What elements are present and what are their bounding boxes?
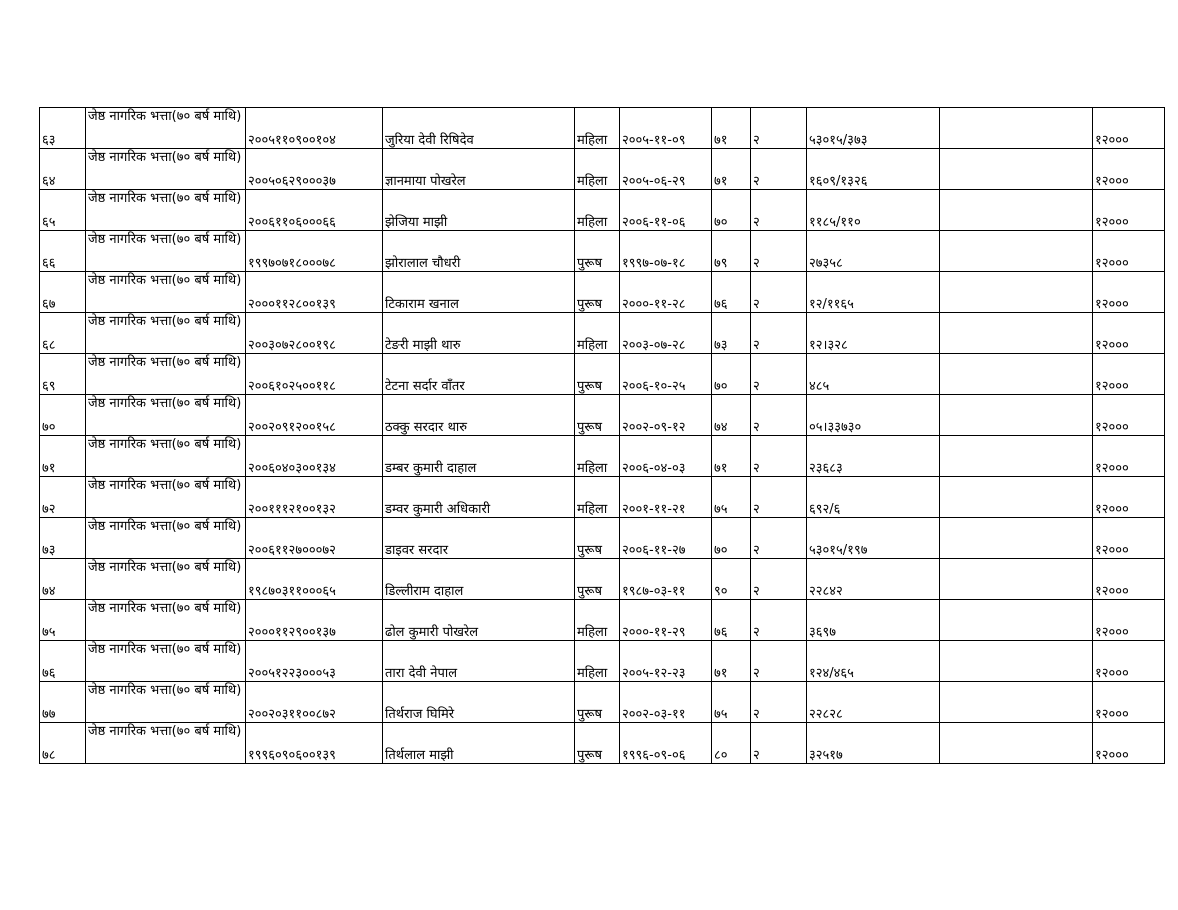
ward-cell: २ xyxy=(751,682,807,723)
amount-cell: १२००० xyxy=(1093,231,1165,272)
amount-cell: १२००० xyxy=(1093,477,1165,518)
remarks-cell xyxy=(940,149,1093,190)
citizenship-number-cell: ४८५ xyxy=(807,354,940,395)
birth-date-cell: २०००-११-२८ xyxy=(620,272,712,313)
beneficiary-name-cell: जुरिया देवी रिषिदेव xyxy=(383,108,575,149)
allowance-type-cell: जेष्ठ नागरिक भत्ता(७० बर्ष माथि) xyxy=(86,108,246,149)
ward-cell: २ xyxy=(751,723,807,764)
table-row xyxy=(40,231,1165,272)
beneficiary-id-cell: २०००११२८००१३९ xyxy=(246,272,383,313)
serial-number-cell: ७६ xyxy=(40,641,86,682)
allowance-type-cell: जेष्ठ नागरिक भत्ता(७० बर्ष माथि) xyxy=(86,477,246,518)
table-row xyxy=(40,436,1165,477)
birth-date-cell: २००२-०९-१२ xyxy=(620,395,712,436)
table-row xyxy=(40,518,1165,559)
amount-cell: १२००० xyxy=(1093,190,1165,231)
citizenship-number-cell: १२/११६५ xyxy=(807,272,940,313)
amount-cell: १२००० xyxy=(1093,682,1165,723)
allowance-type-cell: जेष्ठ नागरिक भत्ता(७० बर्ष माथि) xyxy=(86,600,246,641)
serial-number-cell: ७८ xyxy=(40,723,86,764)
remarks-cell xyxy=(940,313,1093,354)
remarks-cell xyxy=(940,190,1093,231)
citizenship-number-cell: ३२५१७ xyxy=(807,723,940,764)
amount-cell: १२००० xyxy=(1093,723,1165,764)
ward-cell: २ xyxy=(751,313,807,354)
birth-date-cell: २००५-११-०९ xyxy=(620,108,712,149)
allowance-type-cell: जेष्ठ नागरिक भत्ता(७० बर्ष माथि) xyxy=(86,682,246,723)
birth-date-cell: १९८७-०३-११ xyxy=(620,559,712,600)
allowance-type-cell: जेष्ठ नागरिक भत्ता(७० बर्ष माथि) xyxy=(86,272,246,313)
remarks-cell xyxy=(940,436,1093,477)
beneficiary-name-cell: झेजिया माझी xyxy=(383,190,575,231)
beneficiary-id-cell: २००२०९१२००१५८ xyxy=(246,395,383,436)
beneficiary-name-cell: डाइवर सरदार xyxy=(383,518,575,559)
gender-cell: पुरूष xyxy=(575,272,620,313)
allowance-type-cell: जेष्ठ नागरिक भत्ता(७० बर्ष माथि) xyxy=(86,559,246,600)
amount-cell: १२००० xyxy=(1093,600,1165,641)
amount-cell: १२००० xyxy=(1093,108,1165,149)
beneficiary-id-cell: २००६०४०३००१३४ xyxy=(246,436,383,477)
citizenship-number-cell: २७३५८ xyxy=(807,231,940,272)
beneficiary-name-cell: तिर्थलाल माझी xyxy=(383,723,575,764)
ward-cell: २ xyxy=(751,272,807,313)
beneficiary-name-cell: झोरालाल चौधरी xyxy=(383,231,575,272)
beneficiary-id-cell: २००५११०९००१०४ xyxy=(246,108,383,149)
birth-date-cell: २००५-०६-२९ xyxy=(620,149,712,190)
amount-cell: १२००० xyxy=(1093,641,1165,682)
serial-number-cell: ७२ xyxy=(40,477,86,518)
table-row xyxy=(40,354,1165,395)
beneficiary-id-cell: २००१११२१००१३२ xyxy=(246,477,383,518)
birth-date-cell: २००६-११-२७ xyxy=(620,518,712,559)
allowance-type-cell: जेष्ठ नागरिक भत्ता(७० बर्ष माथि) xyxy=(86,395,246,436)
beneficiary-name-cell: तारा देवी नेपाल xyxy=(383,641,575,682)
age-cell: ७५ xyxy=(712,477,751,518)
table-row xyxy=(40,108,1165,149)
ward-cell: २ xyxy=(751,436,807,477)
table-row xyxy=(40,149,1165,190)
gender-cell: महिला xyxy=(575,641,620,682)
age-cell: ७१ xyxy=(712,641,751,682)
table-row xyxy=(40,723,1165,764)
birth-date-cell: १९९६-०९-०६ xyxy=(620,723,712,764)
citizenship-number-cell: ११८५/११० xyxy=(807,190,940,231)
remarks-cell xyxy=(940,272,1093,313)
age-cell: ७४ xyxy=(712,395,751,436)
gender-cell: महिला xyxy=(575,477,620,518)
table-row xyxy=(40,313,1165,354)
age-cell: ७६ xyxy=(712,600,751,641)
age-cell: ७१ xyxy=(712,436,751,477)
amount-cell: १२००० xyxy=(1093,149,1165,190)
birth-date-cell: २००६-११-०६ xyxy=(620,190,712,231)
age-cell: ७० xyxy=(712,190,751,231)
ward-cell: २ xyxy=(751,149,807,190)
gender-cell: महिला xyxy=(575,149,620,190)
birth-date-cell: २००३-०७-२८ xyxy=(620,313,712,354)
gender-cell: पुरूष xyxy=(575,682,620,723)
citizenship-number-cell: १६०९/१३२६ xyxy=(807,149,940,190)
gender-cell: महिला xyxy=(575,108,620,149)
ward-cell: २ xyxy=(751,477,807,518)
beneficiary-name-cell: डिल्लीराम दाहाल xyxy=(383,559,575,600)
birth-date-cell: २०००-११-२९ xyxy=(620,600,712,641)
table-row xyxy=(40,600,1165,641)
serial-number-cell: ६७ xyxy=(40,272,86,313)
birth-date-cell: २००५-१२-२३ xyxy=(620,641,712,682)
beneficiary-name-cell: तिर्थराज घिमिरे xyxy=(383,682,575,723)
citizenship-number-cell: २३६८३ xyxy=(807,436,940,477)
serial-number-cell: ७५ xyxy=(40,600,86,641)
remarks-cell xyxy=(940,723,1093,764)
serial-number-cell: ७१ xyxy=(40,436,86,477)
beneficiary-id-cell: १९९६०९०६००१३९ xyxy=(246,723,383,764)
beneficiary-id-cell: १९८७०३११०००६५ xyxy=(246,559,383,600)
beneficiary-table xyxy=(39,107,1165,764)
ward-cell: २ xyxy=(751,518,807,559)
ward-cell: २ xyxy=(751,395,807,436)
allowance-type-cell: जेष्ठ नागरिक भत्ता(७० बर्ष माथि) xyxy=(86,231,246,272)
gender-cell: पुरूष xyxy=(575,723,620,764)
ward-cell: २ xyxy=(751,190,807,231)
beneficiary-id-cell: २००२०३११००८७२ xyxy=(246,682,383,723)
remarks-cell xyxy=(940,395,1093,436)
serial-number-cell: ६६ xyxy=(40,231,86,272)
gender-cell: महिला xyxy=(575,190,620,231)
beneficiary-id-cell: २००६११०६०००६६ xyxy=(246,190,383,231)
birth-date-cell: २००१-११-२१ xyxy=(620,477,712,518)
citizenship-number-cell: ५३०१५/१९७ xyxy=(807,518,940,559)
ward-cell: २ xyxy=(751,108,807,149)
serial-number-cell: ७३ xyxy=(40,518,86,559)
amount-cell: १२००० xyxy=(1093,395,1165,436)
citizenship-number-cell: ५३०१५/३७३ xyxy=(807,108,940,149)
birth-date-cell: १९९७-०७-१८ xyxy=(620,231,712,272)
serial-number-cell: ६४ xyxy=(40,149,86,190)
beneficiary-name-cell: ज्ञानमाया पोखरेल xyxy=(383,149,575,190)
serial-number-cell: ६८ xyxy=(40,313,86,354)
remarks-cell xyxy=(940,108,1093,149)
beneficiary-name-cell: टेटना सर्दार वाँतर xyxy=(383,354,575,395)
amount-cell: १२००० xyxy=(1093,272,1165,313)
citizenship-number-cell: ३६९७ xyxy=(807,600,940,641)
allowance-type-cell: जेष्ठ नागरिक भत्ता(७० बर्ष माथि) xyxy=(86,641,246,682)
table-row xyxy=(40,641,1165,682)
citizenship-number-cell: १२४/४६५ xyxy=(807,641,940,682)
age-cell: ९० xyxy=(712,559,751,600)
beneficiary-id-cell: २००६१०२५००११८ xyxy=(246,354,383,395)
allowance-type-cell: जेष्ठ नागरिक भत्ता(७० बर्ष माथि) xyxy=(86,313,246,354)
age-cell: ७१ xyxy=(712,108,751,149)
table-row xyxy=(40,190,1165,231)
gender-cell: पुरूष xyxy=(575,395,620,436)
age-cell: ७५ xyxy=(712,682,751,723)
remarks-cell xyxy=(940,231,1093,272)
beneficiary-name-cell: ढोल कुमारी पोखरेल xyxy=(383,600,575,641)
birth-date-cell: २००६-०४-०३ xyxy=(620,436,712,477)
age-cell: ७६ xyxy=(712,272,751,313)
gender-cell: पुरूष xyxy=(575,559,620,600)
age-cell: ७९ xyxy=(712,231,751,272)
age-cell: ८० xyxy=(712,723,751,764)
citizenship-number-cell: ०५।३३७३० xyxy=(807,395,940,436)
allowance-type-cell: जेष्ठ नागरिक भत्ता(७० बर्ष माथि) xyxy=(86,723,246,764)
remarks-cell xyxy=(940,559,1093,600)
beneficiary-name-cell: डम्वर कुमारी अधिकारी xyxy=(383,477,575,518)
remarks-cell xyxy=(940,518,1093,559)
beneficiary-id-cell: २००५१२२३०००५३ xyxy=(246,641,383,682)
beneficiary-name-cell: ठक्कु सरदार थारु xyxy=(383,395,575,436)
serial-number-cell: ६३ xyxy=(40,108,86,149)
remarks-cell xyxy=(940,354,1093,395)
citizenship-number-cell: २२८२८ xyxy=(807,682,940,723)
table-row xyxy=(40,559,1165,600)
table-row xyxy=(40,682,1165,723)
citizenship-number-cell: २२८४२ xyxy=(807,559,940,600)
table-row xyxy=(40,395,1165,436)
citizenship-number-cell: १२।३२८ xyxy=(807,313,940,354)
birth-date-cell: २००६-१०-२५ xyxy=(620,354,712,395)
remarks-cell xyxy=(940,477,1093,518)
gender-cell: महिला xyxy=(575,436,620,477)
amount-cell: १२००० xyxy=(1093,518,1165,559)
remarks-cell xyxy=(940,641,1093,682)
allowance-type-cell: जेष्ठ नागरिक भत्ता(७० बर्ष माथि) xyxy=(86,436,246,477)
beneficiary-id-cell: २००३०७२८००१९८ xyxy=(246,313,383,354)
age-cell: ७० xyxy=(712,354,751,395)
ward-cell: २ xyxy=(751,354,807,395)
gender-cell: पुरूष xyxy=(575,354,620,395)
allowance-type-cell: जेष्ठ नागरिक भत्ता(७० बर्ष माथि) xyxy=(86,518,246,559)
serial-number-cell: ७७ xyxy=(40,682,86,723)
allowance-type-cell: जेष्ठ नागरिक भत्ता(७० बर्ष माथि) xyxy=(86,149,246,190)
ward-cell: २ xyxy=(751,600,807,641)
amount-cell: १२००० xyxy=(1093,559,1165,600)
remarks-cell xyxy=(940,682,1093,723)
ward-cell: २ xyxy=(751,231,807,272)
ward-cell: २ xyxy=(751,559,807,600)
beneficiary-name-cell: टिकाराम खनाल xyxy=(383,272,575,313)
gender-cell: पुरूष xyxy=(575,518,620,559)
serial-number-cell: ७४ xyxy=(40,559,86,600)
gender-cell: महिला xyxy=(575,600,620,641)
gender-cell: पुरूष xyxy=(575,231,620,272)
allowance-type-cell: जेष्ठ नागरिक भत्ता(७० बर्ष माथि) xyxy=(86,354,246,395)
amount-cell: १२००० xyxy=(1093,354,1165,395)
beneficiary-id-cell: २००५०६२९०००३७ xyxy=(246,149,383,190)
gender-cell: महिला xyxy=(575,313,620,354)
allowance-type-cell: जेष्ठ नागरिक भत्ता(७० बर्ष माथि) xyxy=(86,190,246,231)
amount-cell: १२००० xyxy=(1093,313,1165,354)
age-cell: ७१ xyxy=(712,149,751,190)
age-cell: ७३ xyxy=(712,313,751,354)
citizenship-number-cell: ६९२/६ xyxy=(807,477,940,518)
remarks-cell xyxy=(940,600,1093,641)
serial-number-cell: ७० xyxy=(40,395,86,436)
beneficiary-id-cell: १९९७०७१८०००७८ xyxy=(246,231,383,272)
beneficiary-name-cell: डम्बर कुमारी दाहाल xyxy=(383,436,575,477)
beneficiary-id-cell: २०००११२९००१३७ xyxy=(246,600,383,641)
table-row xyxy=(40,477,1165,518)
age-cell: ७० xyxy=(712,518,751,559)
beneficiary-id-cell: २००६११२७०००७२ xyxy=(246,518,383,559)
amount-cell: १२००० xyxy=(1093,436,1165,477)
table-body xyxy=(40,108,1165,764)
table-row xyxy=(40,272,1165,313)
serial-number-cell: ६५ xyxy=(40,190,86,231)
serial-number-cell: ६९ xyxy=(40,354,86,395)
birth-date-cell: २००२-०३-११ xyxy=(620,682,712,723)
ward-cell: २ xyxy=(751,641,807,682)
beneficiary-name-cell: टेङरी माझी थारु xyxy=(383,313,575,354)
